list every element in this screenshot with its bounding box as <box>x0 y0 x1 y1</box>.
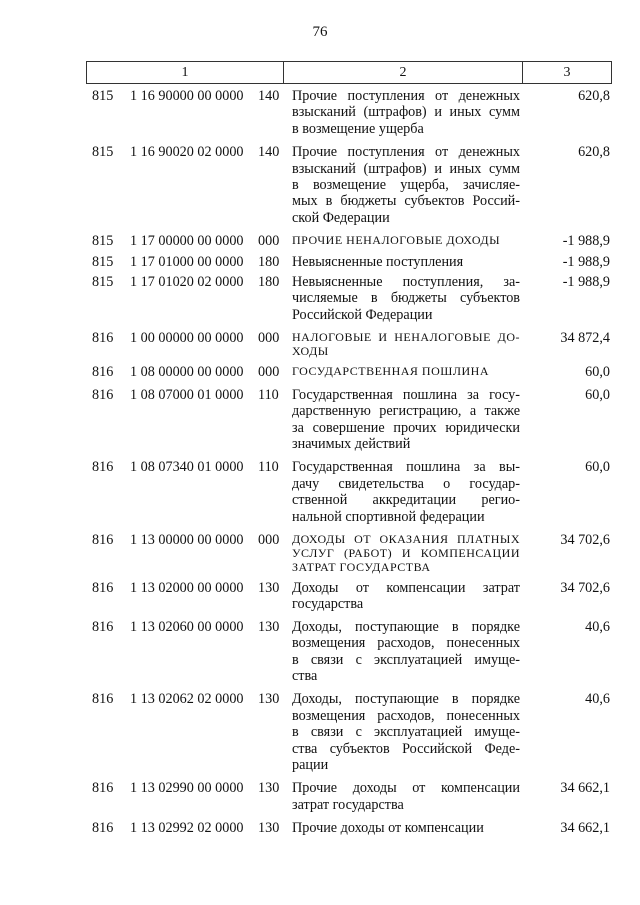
income-name-line: ДОХОДЫ ОТ ОКАЗАНИЯ ПЛАТНЫХ <box>292 531 520 546</box>
income-name <box>292 619 520 685</box>
income-name-line: ПРОЧИЕ НЕНАЛОГОВЫЕ ДОХОДЫ <box>292 233 501 248</box>
admin-code: 816 <box>92 531 114 548</box>
income-name <box>292 580 520 613</box>
budget-code: 1 13 02062 02 0000 <box>130 691 244 708</box>
admin-code: 815 <box>92 88 114 104</box>
income-name <box>292 532 520 574</box>
amount: 60,0 <box>585 459 610 476</box>
income-name-line: числяемые в бюджеты субъектов <box>292 290 520 307</box>
table-row <box>0 88 640 137</box>
income-type-code: 110 <box>258 386 279 403</box>
header-col-1: 1 <box>87 62 284 83</box>
income-type-code: 130 <box>258 820 280 837</box>
header-col-2: 2 <box>284 62 523 83</box>
income-type-code: 140 <box>258 88 280 104</box>
budget-code: 1 13 02990 00 0000 <box>130 780 244 797</box>
income-name-line: возмещения расходов, понесенных <box>292 707 520 724</box>
income-name-line: в возмещение ущерба <box>292 120 424 137</box>
admin-code: 815 <box>92 144 114 161</box>
table-row <box>0 780 640 813</box>
amount: 34 872,4 <box>560 330 610 347</box>
income-name-line: ХОДЫ <box>292 344 329 359</box>
income-name-line: в возмещение ущерба, зачисляе- <box>292 177 520 194</box>
income-name <box>292 144 520 226</box>
income-type-code: 180 <box>258 274 280 291</box>
admin-code: 816 <box>92 579 114 596</box>
income-name-line: ЗАТРАТ ГОСУДАРСТВА <box>292 559 431 574</box>
income-name-line: Доходы, поступающие в порядке <box>292 691 520 708</box>
amount: 34 662,1 <box>560 820 610 837</box>
admin-code: 816 <box>92 780 114 797</box>
budget-code: 1 17 00000 00 0000 <box>130 233 244 250</box>
amount: 40,6 <box>585 691 610 708</box>
table-row <box>0 459 640 525</box>
income-name-line: Невыясненные поступления <box>292 253 464 270</box>
income-name-line: дачу свидетельства о государ- <box>292 475 520 492</box>
income-name <box>292 387 520 453</box>
income-name-line: Российской Федерации <box>292 306 433 323</box>
income-name-line: Прочие доходы от компенсации <box>292 820 484 837</box>
table-row <box>0 820 640 836</box>
income-name-line: Прочие доходы от компенсации <box>292 780 520 797</box>
income-type-code: 180 <box>258 253 280 270</box>
admin-code: 815 <box>92 253 114 270</box>
income-name-line: значимых действий <box>292 435 411 452</box>
income-name-line: ства субъектов Российской Феде- <box>292 740 520 757</box>
income-name <box>292 274 520 323</box>
income-name-line: Государственная пошлина за госу- <box>292 386 520 403</box>
income-name-line: затрат государства <box>292 796 404 813</box>
income-name-line: возмещения расходов, понесенных <box>292 635 520 652</box>
table-row <box>0 274 640 323</box>
table-row <box>0 619 640 685</box>
budget-code: 1 13 02992 02 0000 <box>130 820 244 837</box>
income-name-line: Невыясненные поступления, за- <box>292 274 520 291</box>
income-type-code: 000 <box>258 330 280 347</box>
income-type-code: 130 <box>258 579 280 596</box>
budget-code: 1 17 01000 00 0000 <box>130 253 244 270</box>
page-number: 76 <box>312 24 328 40</box>
table-row <box>0 233 640 249</box>
income-name-line: Государственная пошлина за вы- <box>292 459 520 476</box>
income-type-code: 140 <box>258 144 280 161</box>
admin-code: 816 <box>92 330 114 347</box>
budget-code: 1 08 07000 01 0000 <box>130 386 244 403</box>
income-name-line: взысканий (штрафов) и иных сумм <box>292 160 520 177</box>
income-type-code: 000 <box>258 233 280 250</box>
table-row <box>0 387 640 453</box>
income-name <box>292 459 520 525</box>
income-name-line: дарственную регистрацию, а также <box>292 403 520 420</box>
income-name-line: взысканий (штрафов) и иных сумм <box>292 104 520 121</box>
income-name-line: рации <box>292 757 329 773</box>
admin-code: 816 <box>92 618 114 635</box>
income-type-code: 130 <box>258 780 280 797</box>
amount: 40,6 <box>585 618 610 635</box>
amount: -1 988,9 <box>562 253 610 270</box>
budget-code: 1 13 00000 00 0000 <box>130 531 244 548</box>
table-row <box>0 691 640 773</box>
amount: 620,8 <box>578 88 610 104</box>
amount: 34 662,1 <box>560 780 610 797</box>
amount: 60,0 <box>585 364 610 381</box>
table-row <box>0 144 640 226</box>
income-name-line: за совершение прочих юридически <box>292 419 520 436</box>
income-name-line: в связи с эксплуатацией имуще- <box>292 651 520 668</box>
income-name <box>292 88 520 137</box>
income-name-line: государства <box>292 596 364 613</box>
admin-code: 816 <box>92 459 114 476</box>
income-name <box>292 780 520 813</box>
income-name-line: Доходы, поступающие в порядке <box>292 618 520 635</box>
budget-code: 1 13 02000 00 0000 <box>130 579 244 596</box>
income-name <box>292 691 520 773</box>
income-name-line: ГОСУДАРСТВЕННАЯ ПОШЛИНА <box>292 364 489 379</box>
income-name-line: Прочие поступления от денежных <box>292 144 520 161</box>
admin-code: 816 <box>92 820 114 837</box>
income-name <box>292 330 520 358</box>
income-name <box>292 233 520 247</box>
income-name-line: ства <box>292 667 318 684</box>
amount: 60,0 <box>585 386 610 403</box>
admin-code: 815 <box>92 274 114 291</box>
table-body <box>0 88 640 837</box>
admin-code: 815 <box>92 233 114 250</box>
admin-code: 816 <box>92 386 114 403</box>
admin-code: 816 <box>92 691 114 708</box>
income-name-line: НАЛОГОВЫЕ И НЕНАЛОГОВЫЕ ДО- <box>292 330 520 345</box>
income-name-line: нальной спортивной федерации <box>292 508 485 525</box>
income-type-code: 000 <box>258 531 280 548</box>
budget-code: 1 16 90000 00 0000 <box>130 88 244 104</box>
table-row <box>0 254 640 270</box>
table-row <box>0 330 640 358</box>
income-name-line: в связи с эксплуатацией имуще- <box>292 724 520 741</box>
income-name-line: Доходы от компенсации затрат <box>292 579 520 596</box>
income-name <box>292 254 520 270</box>
amount: 34 702,6 <box>560 579 610 596</box>
budget-code: 1 00 00000 00 0000 <box>130 330 244 347</box>
header-col-3: 3 <box>563 65 571 80</box>
income-name-line: Прочие поступления от денежных <box>292 88 520 104</box>
budget-code: 1 08 00000 00 0000 <box>130 364 244 381</box>
amount: 34 702,6 <box>560 531 610 548</box>
budget-code: 1 08 07340 01 0000 <box>130 459 244 476</box>
amount: -1 988,9 <box>562 274 610 291</box>
income-name-line: ственной аккредитации регио- <box>292 492 520 509</box>
income-name-line: ской Федерации <box>292 209 390 226</box>
amount: -1 988,9 <box>562 233 610 250</box>
budget-code: 1 16 90020 02 0000 <box>130 144 244 161</box>
income-type-code: 000 <box>258 364 280 381</box>
budget-code: 1 17 01020 02 0000 <box>130 274 244 291</box>
admin-code: 816 <box>92 364 114 381</box>
table-header <box>86 61 612 84</box>
table-row <box>0 580 640 613</box>
income-type-code: 130 <box>258 618 280 635</box>
income-name <box>292 364 520 378</box>
budget-code: 1 13 02060 00 0000 <box>130 618 244 635</box>
table-row <box>0 532 640 574</box>
income-type-code: 110 <box>258 459 279 476</box>
income-name <box>292 820 520 836</box>
table-row <box>0 364 640 380</box>
income-type-code: 130 <box>258 691 280 708</box>
amount: 620,8 <box>578 144 610 161</box>
income-name-line: УСЛУГ (РАБОТ) И КОМПЕНСАЦИИ <box>292 545 520 560</box>
income-name-line: мых в бюджеты субъектов Россий- <box>292 193 520 210</box>
